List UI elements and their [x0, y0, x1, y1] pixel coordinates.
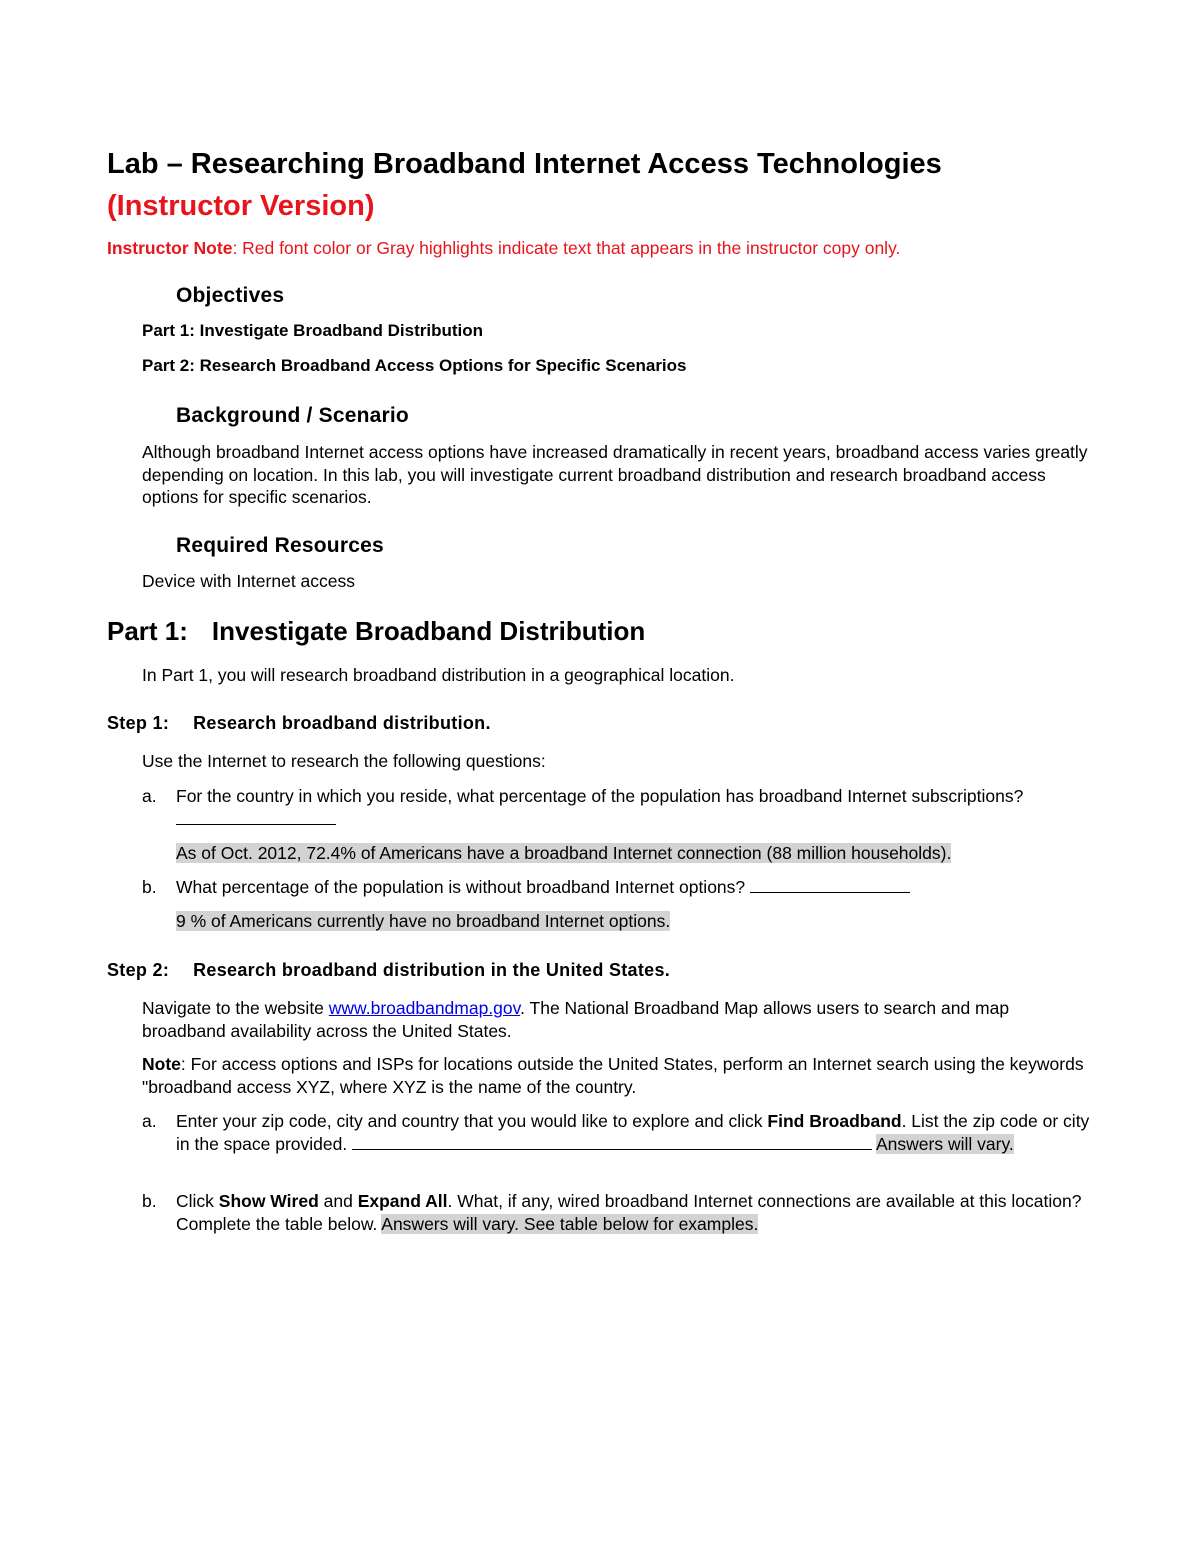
instructor-answer-highlight: Answers will vary. [876, 1133, 1014, 1154]
step1-item-b-text: What percentage of the population is without broadband Internet options? [176, 877, 746, 897]
navigate-after: . The National Broadband Map allows users to search and map broadband availability across the United States. [142, 998, 1010, 1041]
expand-all-label: Expand All [357, 1191, 448, 1211]
step2-navigate-text [142, 997, 1092, 1042]
answer-blank-line [750, 876, 910, 893]
step1-item-b-answer [176, 910, 1101, 933]
broadbandmap-link[interactable]: www.broadbandmap.gov [328, 998, 521, 1018]
step2-item-a-text-2: . List the zip code or city in the space provided. [176, 1111, 1090, 1154]
step1-item-a [176, 785, 1101, 830]
step2-number: Step 2: [107, 960, 170, 980]
instructor-note [107, 236, 900, 260]
step1-item-b-letter: b. [142, 877, 157, 897]
step2-item-b [176, 1190, 1101, 1235]
page-title: Lab – Researching Broadband Internet Access Technologies [107, 148, 942, 180]
instructor-note-text: : Red font color or Gray highlights indicate text that appears in the instructor copy only. [232, 238, 901, 258]
required-resources-text: Device with Internet access [142, 571, 356, 591]
instructor-answer-highlight: 9 % of Americans currently have no broadband Internet options. [176, 911, 671, 931]
objective-part-1: Part 1: Investigate Broadband Distribution [142, 321, 483, 340]
step2-item-b-text-2: and [318, 1191, 358, 1211]
step2-note [142, 1053, 1092, 1098]
answer-blank-line [176, 808, 336, 825]
instructor-answer-highlight: As of Oct. 2012, 72.4% of Americans have a broadband Internet connection (88 million households). [176, 843, 952, 863]
step2-heading [107, 958, 670, 982]
step2-note-text: : For access options and ISPs for locations outside the United States, perform an Internet search using the keywords "broadband access XYZ, where XYZ is the name of the country. [142, 1054, 1084, 1097]
step1-item-b [176, 876, 1101, 899]
answer-blank-line [352, 1133, 872, 1150]
step1-number: Step 1: [107, 713, 170, 733]
step1-title: Research broadband distribution. [193, 713, 491, 733]
step2-item-a-letter: a. [142, 1111, 157, 1131]
step2-item-b-text-1: Click [176, 1191, 219, 1211]
part1-intro: In Part 1, you will research broadband distribution in a geographical location. [142, 665, 735, 685]
required-resources-heading: Required Resources [176, 534, 384, 557]
step1-heading [107, 711, 491, 735]
navigate-before: Navigate to the website [142, 998, 329, 1018]
step1-item-a-answer [176, 842, 1101, 865]
step1-item-a-text: For the country in which you reside, what percentage of the population has broadband Internet subscriptions? [176, 786, 1024, 806]
part1-heading [107, 614, 645, 648]
show-wired-label: Show Wired [218, 1191, 319, 1211]
part1-title: Investigate Broadband Distribution [211, 616, 646, 646]
background-heading: Background / Scenario [176, 404, 409, 427]
objective-part-2: Part 2: Research Broadband Access Options for Specific Scenarios [142, 356, 687, 375]
background-text: Although broadband Internet access options have increased dramatically in recent years, broadband access varies greatly depending on location. In this lab, you will investigate current broadband distribution and research broadband access options for specific scenarios. [142, 442, 1088, 507]
instructor-note-label: Instructor Note [107, 238, 233, 258]
step1-intro: Use the Internet to research the following questions: [142, 751, 546, 771]
step1-item-a-letter: a. [142, 786, 157, 806]
step2-item-a-text-1: Enter your zip code, city and country that you would like to explore and click [176, 1111, 768, 1131]
objectives-heading: Objectives [176, 284, 285, 307]
part1-number: Part 1: [107, 616, 188, 646]
instructor-answer-highlight: Answers will vary. See table below for examples. [381, 1213, 759, 1234]
step2-note-label: Note [142, 1054, 181, 1074]
step2-item-a [176, 1110, 1101, 1155]
instructor-version-subtitle: (Instructor Version) [107, 190, 375, 222]
step2-title: Research broadband distribution in the United States. [193, 960, 671, 980]
step2-item-b-letter: b. [142, 1191, 157, 1211]
step2-item-b-text-3: . What, if any, wired broadband Internet connections are available at this location? Complete the table below. [176, 1191, 1082, 1234]
find-broadband-label: Find Broadband [767, 1111, 902, 1131]
